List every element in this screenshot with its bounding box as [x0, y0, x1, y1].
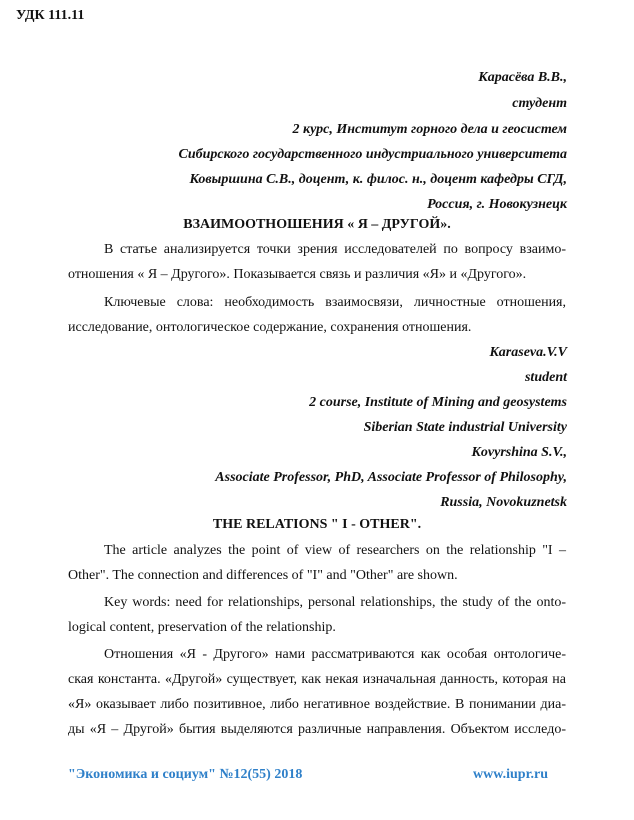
en-author-role: student — [524, 370, 567, 385]
en-keywords-line: Key words: need for relationships, personal relationships, the study of the onto- — [104, 595, 566, 610]
en-abstract — [68, 538, 566, 588]
ru-abstract — [68, 237, 566, 287]
ru-article-title: ВЗАИМООТНОШЕНИЯ « Я – ДРУГОЙ». — [183, 217, 451, 232]
ru-keywords — [68, 290, 566, 340]
en-supervisor-name: Kovyrshina S.V., — [471, 445, 567, 460]
udk-code: УДК 111.11 — [16, 8, 85, 23]
en-keywords-line: logical content, preservation of the relationship. — [68, 620, 336, 635]
en-abstract-line: The article analyzes the point of view of researchers on the relationship "I – — [104, 543, 566, 558]
en-article-title: THE RELATIONS " I - OTHER". — [212, 517, 422, 532]
body-line: ская константа. «Другой» существует, как некая изначальная данность, которая на — [68, 672, 566, 687]
ru-supervisor: Ковыршина С.В., доцент, к. филос. н., доцент кафедры СГД, — [189, 172, 567, 187]
ru-keywords-line: Ключевые слова: необходимость взаимосвязи, личностные отношения, — [104, 295, 566, 310]
en-author-name: Karaseva.V.V — [489, 345, 567, 360]
en-abstract-line: Other". The connection and differences of "I" and "Other" are shown. — [68, 568, 458, 583]
body-line: Отношения «Я - Другого» нами рассматриваются как особая онтологиче- — [104, 647, 566, 662]
en-location: Russia, Novokuznetsk — [440, 495, 567, 510]
en-author-university: Siberian State industrial University — [363, 420, 567, 435]
body-paragraph — [68, 642, 566, 742]
en-supervisor-title: Associate Professor, PhD, Associate Professor of Philosophy, — [215, 470, 567, 485]
ru-author-university: Сибирского государственного индустриального университета — [178, 147, 567, 162]
body-line: «Я» оказывает либо позитивное, либо негативное воздействие. В понимании диа- — [68, 697, 566, 712]
ru-author-institute: 2 курс, Институт горного дела и геосистем — [292, 122, 567, 137]
body-line: ды «Я – Другой» бытия выделяются различные направления. Объектом исследо- — [68, 722, 566, 737]
en-keywords — [68, 590, 566, 640]
ru-abstract-line: отношения « Я – Другого». Показывается связь и различия «Я» и «Другого». — [68, 267, 527, 282]
ru-author-role: студент — [512, 96, 567, 111]
ru-location: Россия, г. Новокузнецк — [427, 197, 567, 212]
ru-keywords-line: исследование, онтологическое содержание, сохранения отношения. — [68, 320, 472, 335]
footer-website-link[interactable]: www.iupr.ru — [473, 767, 548, 782]
ru-abstract-line: В статье анализируется точки зрения исследователей по вопросу взаимо- — [104, 242, 566, 257]
footer-journal: "Экономика и социум" №12(55) 2018 — [68, 767, 303, 782]
en-author-institute: 2 course, Institute of Mining and geosystems — [309, 395, 567, 410]
ru-author-name: Карасёва В.В., — [478, 70, 567, 85]
